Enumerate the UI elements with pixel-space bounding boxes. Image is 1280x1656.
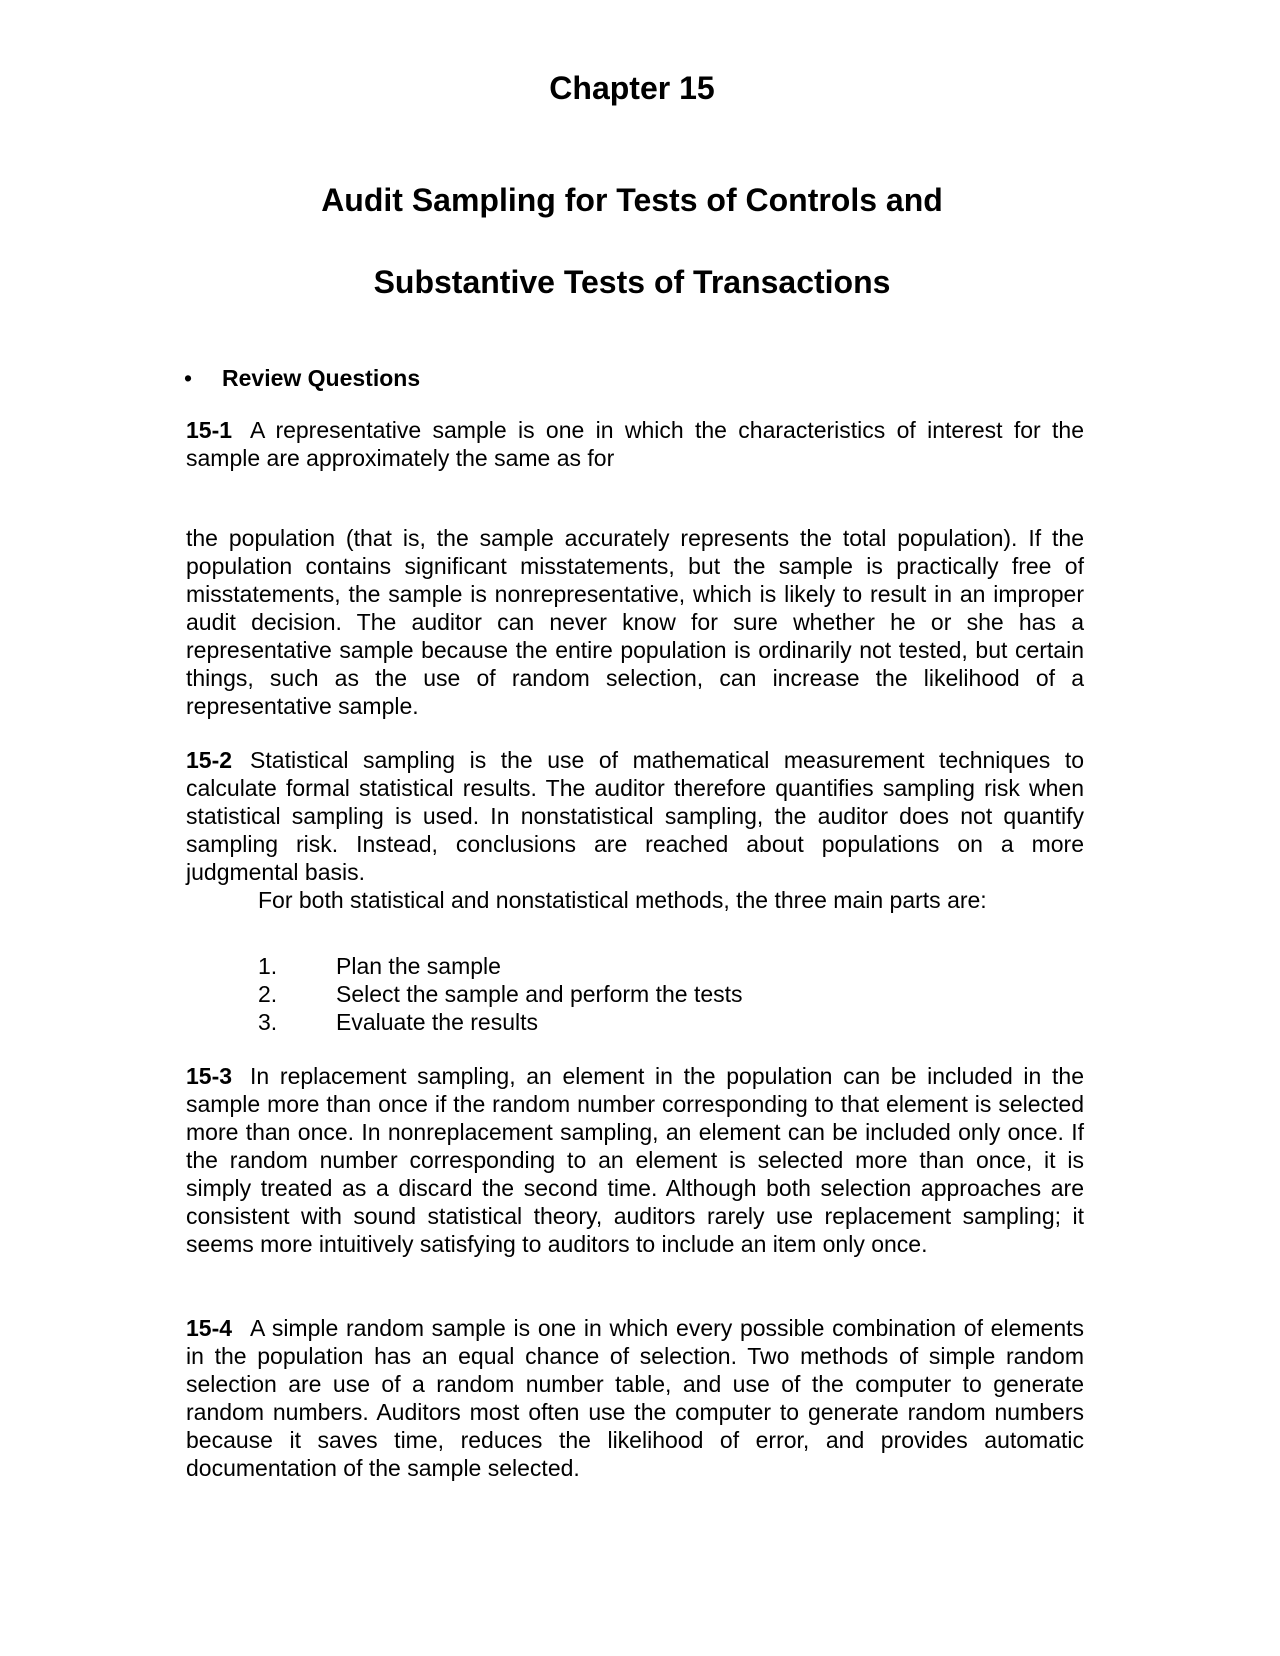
section-heading-text: Review Questions <box>222 365 421 391</box>
question-15-2-intro: For both statistical and nonstatistical methods, the three main parts are: <box>258 887 987 913</box>
question-number: 15-2 <box>186 747 233 773</box>
three-main-parts-list <box>258 952 743 1036</box>
question-text: Statistical sampling is the use of mathematical measurement techniques to calculate formal statistical results. The auditor therefore quantifies sampling risk when statistical sampling is used. In nonstatistical sampling, the auditor does not quantify sampling risk. Instead, conclusions are reached about populations on a more judgmental basis. <box>186 747 1084 885</box>
title-line-2: Substantive Tests of Transactions <box>373 264 891 300</box>
list-item-text: Select the sample and perform the tests <box>336 981 743 1007</box>
question-15-1-part1 <box>186 416 1084 472</box>
question-number: 15-1 <box>186 417 233 443</box>
question-15-3 <box>186 1062 1084 1258</box>
list-item <box>258 980 743 1008</box>
question-number: 15-4 <box>186 1315 233 1341</box>
list-item-text: Plan the sample <box>336 953 501 979</box>
question-15-2 <box>186 746 1084 886</box>
section-heading <box>184 364 420 392</box>
question-text: A simple random sample is one in which every possible combination of elements in the population has an equal chance of selection. Two methods of simple random selection are use of a random number table, and use of the computer to generate random numbers. Auditors most often use the computer to generate random numbers because it saves time, reduces the likelihood of error, and provides automatic documentation of the sample selected. <box>186 1315 1084 1481</box>
chapter-heading: Chapter 15 <box>549 70 715 106</box>
list-item-number: 3. <box>258 1009 278 1035</box>
title-line-1: Audit Sampling for Tests of Controls and <box>321 182 943 218</box>
list-item-text: Evaluate the results <box>336 1009 539 1035</box>
list-item <box>258 1008 743 1036</box>
question-number: 15-3 <box>186 1063 233 1089</box>
question-text: the population (that is, the sample accurately represents the total population). If the population contains significant misstatements, but the sample is practically free of misstatements, the sample is nonrepresentative, which is likely to result in an improper audit decision. The auditor can never know for sure whether he or she has a representative sample because the entire population is ordinarily not tested, but certain things, such as the use of random selection, can increase the likelihood of a representative sample. <box>186 525 1084 719</box>
question-text: In replacement sampling, an element in the population can be included in the sample more than once if the random number corresponding to that element is selected more than once. In nonreplacement sampling, an element can be included only once. If the random number corresponding to an element is selected more than once, it is simply treated as a discard the second time. Although both selection approaches are consistent with sound statistical theory, auditors rarely use replacement sampling; it seems more intuitively satisfying to auditors to include an item only once. <box>186 1063 1084 1257</box>
bullet-icon: • <box>184 365 193 391</box>
question-15-1-part2 <box>186 524 1084 720</box>
list-item-number: 1. <box>258 953 278 979</box>
question-text: A representative sample is one in which the characteristics of interest for the sample are approximately the same as for <box>186 417 1084 471</box>
list-item <box>258 952 743 980</box>
question-15-4 <box>186 1314 1084 1482</box>
list-item-number: 2. <box>258 981 278 1007</box>
